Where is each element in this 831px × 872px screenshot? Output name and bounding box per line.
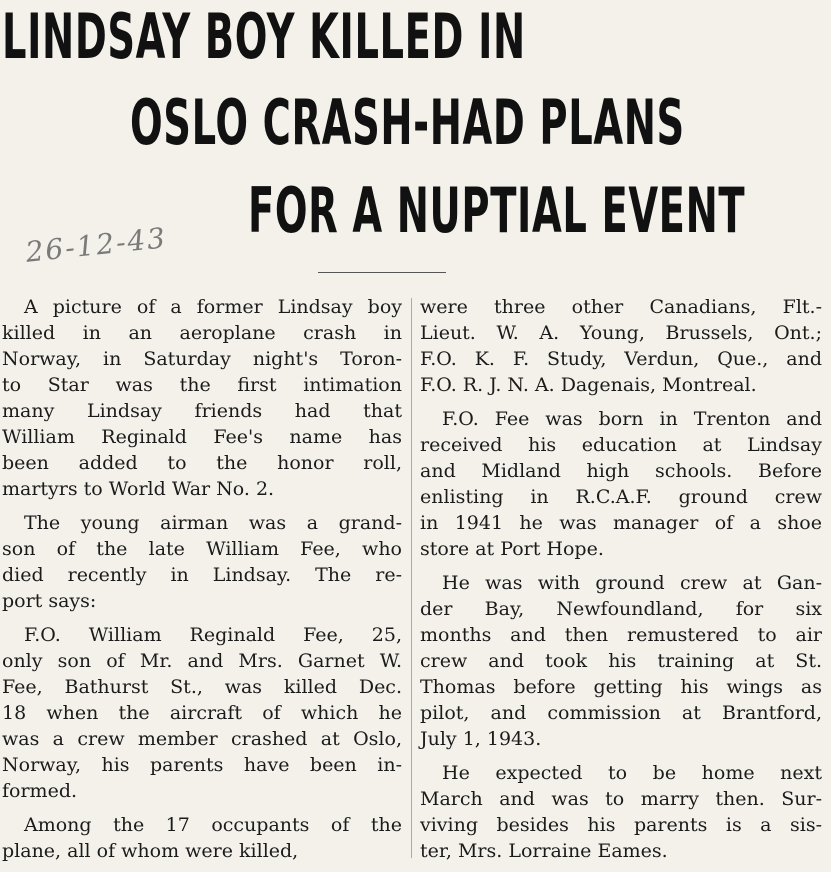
article-line: killed in an aeroplane crash in [2,322,402,344]
article-line: Norway, in Saturday night's Toron- [2,348,402,370]
article-line: A picture of a former Lindsay boy [24,296,402,318]
article-line: F.O. R. J. N. A. Dagenais, Montreal. [420,374,757,396]
article-line: Among the 17 occupants of the [24,814,402,836]
article-paragraph [420,760,822,864]
column-divider [411,298,412,858]
article-line: crew and took his training at St. [420,650,822,672]
article-line: in 1941 he was manager of a shoe [420,512,822,534]
headline-line-1: LINDSAY BOY KILLED IN [2,0,526,73]
article-line: martyrs to World War No. 2. [2,478,275,500]
article-line: was a crew member crashed at Oslo, [2,728,402,750]
article-line: He was with ground crew at Gan- [442,572,822,594]
article-line: Thomas before getting his wings as [420,676,822,698]
article-paragraph [2,622,402,804]
article-line: months and then remustered to air [420,624,822,646]
headline-line-2: OSLO CRASH-HAD PLANS [130,86,685,159]
left-column [2,294,402,872]
article-line: enlisting in R.C.A.F. ground crew [420,486,822,508]
article-line: der Bay, Newfoundland, for six [420,598,822,620]
article-line: F.O. K. F. Study, Verdun, Que., and [420,348,822,370]
article-paragraph [2,812,402,864]
headline-line-3: FOR A NUPTIAL EVENT [248,174,746,247]
article-line: store at Port Hope. [420,538,604,560]
article-line: F.O. Fee was born in Trenton and [442,408,822,430]
article-paragraph [2,510,402,614]
article-paragraph [420,406,822,562]
article-line: many Lindsay friends had that [2,400,402,422]
article-line: viving besides his parents is a sis- [420,814,822,836]
article-line: The young airman was a grand- [24,512,402,534]
article-line: and Midland high schools. Before [420,460,822,482]
article-line: July 1, 1943. [420,728,542,750]
article-line: received his education at Lindsay [420,434,822,456]
article-line: pilot, and commission at Brantford, [420,702,822,724]
article-line: been added to the honor roll, [2,452,402,474]
article-line: William Reginald Fee's name has [2,426,402,448]
article-line: March and was to marry then. Sur- [420,788,822,810]
article-line: formed. [2,780,78,802]
article-line: to Star was the first intimation [2,374,402,396]
article-line: 18 when the aircraft of which he [2,702,402,724]
handwritten-date: 26-12-43 [24,221,169,269]
article-paragraph [2,294,402,502]
article-line: port says: [2,590,97,612]
article-line: Lieut. W. A. Young, Brussels, Ont.; [420,322,822,344]
article-line: plane, all of whom were killed, [2,840,299,862]
article-line: son of the late William Fee, who [2,538,402,560]
article-line: only son of Mr. and Mrs. Garnet W. [2,650,402,672]
right-column [420,294,822,872]
article-line: died recently in Lindsay. The re- [2,564,402,586]
article-paragraph [420,294,822,398]
article-paragraph [420,570,822,752]
headline-divider [318,272,446,273]
article-line: He expected to be home next [442,762,822,784]
article-line: were three other Canadians, Flt.- [420,296,822,318]
article-line: ter, Mrs. Lorraine Eames. [420,840,668,862]
article-line: Fee, Bathurst St., was killed Dec. [2,676,402,698]
article-line: F.O. William Reginald Fee, 25, [24,624,402,646]
article-line: Norway, his parents have been in- [2,754,402,776]
